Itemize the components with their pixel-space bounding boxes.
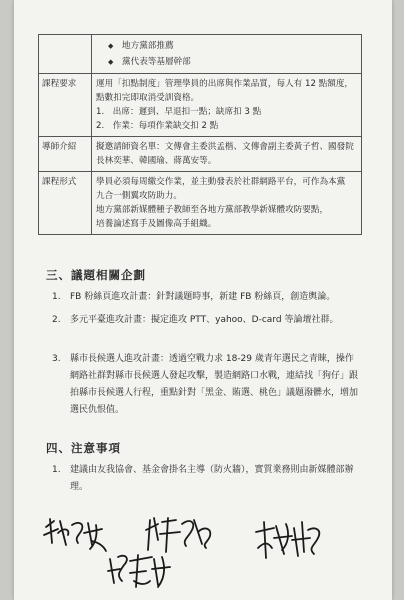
item-text: FB 粉絲頁進攻計畫：針對議題時事，新建 FB 粉絲頁，創造輿論。 <box>70 292 336 302</box>
list-item <box>52 462 358 496</box>
content-line: 運用「扣點制度」管理學員的出席與作業品質，每人有 12 點額度， <box>96 79 354 89</box>
row-label: 導師介紹 <box>39 137 92 172</box>
empty-label-cell <box>39 35 92 74</box>
item-number: 1. <box>52 292 61 302</box>
row-content <box>92 137 362 172</box>
course-table <box>38 34 362 235</box>
content-line: 地方黨部新媒體種子教師至各地方黨部教學新媒體攻防要點， <box>96 205 329 215</box>
table-row <box>39 172 362 235</box>
recruit-source-cell <box>92 35 362 74</box>
section-4-title: 四、注意事項 <box>46 441 121 455</box>
item-number: 1. <box>52 465 61 475</box>
bullet-item: ◆ 黨代表等基層幹部 <box>96 54 357 70</box>
row-content <box>92 172 362 235</box>
row-label: 課程形式 <box>39 172 92 235</box>
content-line: 培養論述寫手及圖像高手組織。 <box>96 219 217 229</box>
content-line: 擬邀請師資名單：文傳會主委洪孟楷、文傳會副主委黃子哲、國發院 <box>96 142 354 152</box>
content-line: 點數扣完即取消受訓資格。 <box>96 93 200 103</box>
content-line: 1. 出席：遲到、早退扣一點；缺席扣 3 點 <box>96 107 262 117</box>
content-line: 長林奕華、韓國瑜、蔣萬安等。 <box>96 156 217 166</box>
table-row <box>39 35 362 74</box>
row-content <box>92 74 362 137</box>
table-row <box>39 74 362 137</box>
content-line: 2. 作業：每項作業缺交扣 2 點 <box>96 121 219 131</box>
item-text: 多元平臺進攻計畫：擬定進攻 PTT、yahoo、D-card 等論壇社群。 <box>70 315 339 325</box>
content-line: 學員必須每周繳交作業，並主動發表於社群網路平台，可作為本黨 <box>96 177 346 187</box>
section-3-title: 三、議題相關企劃 <box>46 268 146 282</box>
table-row <box>39 137 362 172</box>
item-text: 建議由友我協會、基金會掛名主導（防火牆），實質業務則由新媒體部辦理。 <box>70 465 354 492</box>
list-item <box>52 312 358 329</box>
bullet-item: ◆ 地方黨部推薦 <box>96 38 357 54</box>
item-number: 2. <box>52 315 61 325</box>
content-line: 九合一側翼攻防助力。 <box>96 191 182 201</box>
list-item <box>52 289 358 306</box>
row-label: 課程要求 <box>39 74 92 137</box>
item-text: 縣市長候選人進攻計畫：透過空戰力求 18-29 歲青年選民之青睞，操作網路社群對縣市長候選人發起攻擊，製造網路口水戰，連結找「狗仔」跟拍縣市長候選人行程，重點針對「黑金、賄選、桃色」議題潑髒水，增加選民仇恨值。 <box>70 354 359 415</box>
list-item <box>52 351 358 419</box>
item-number: 3. <box>52 354 61 364</box>
